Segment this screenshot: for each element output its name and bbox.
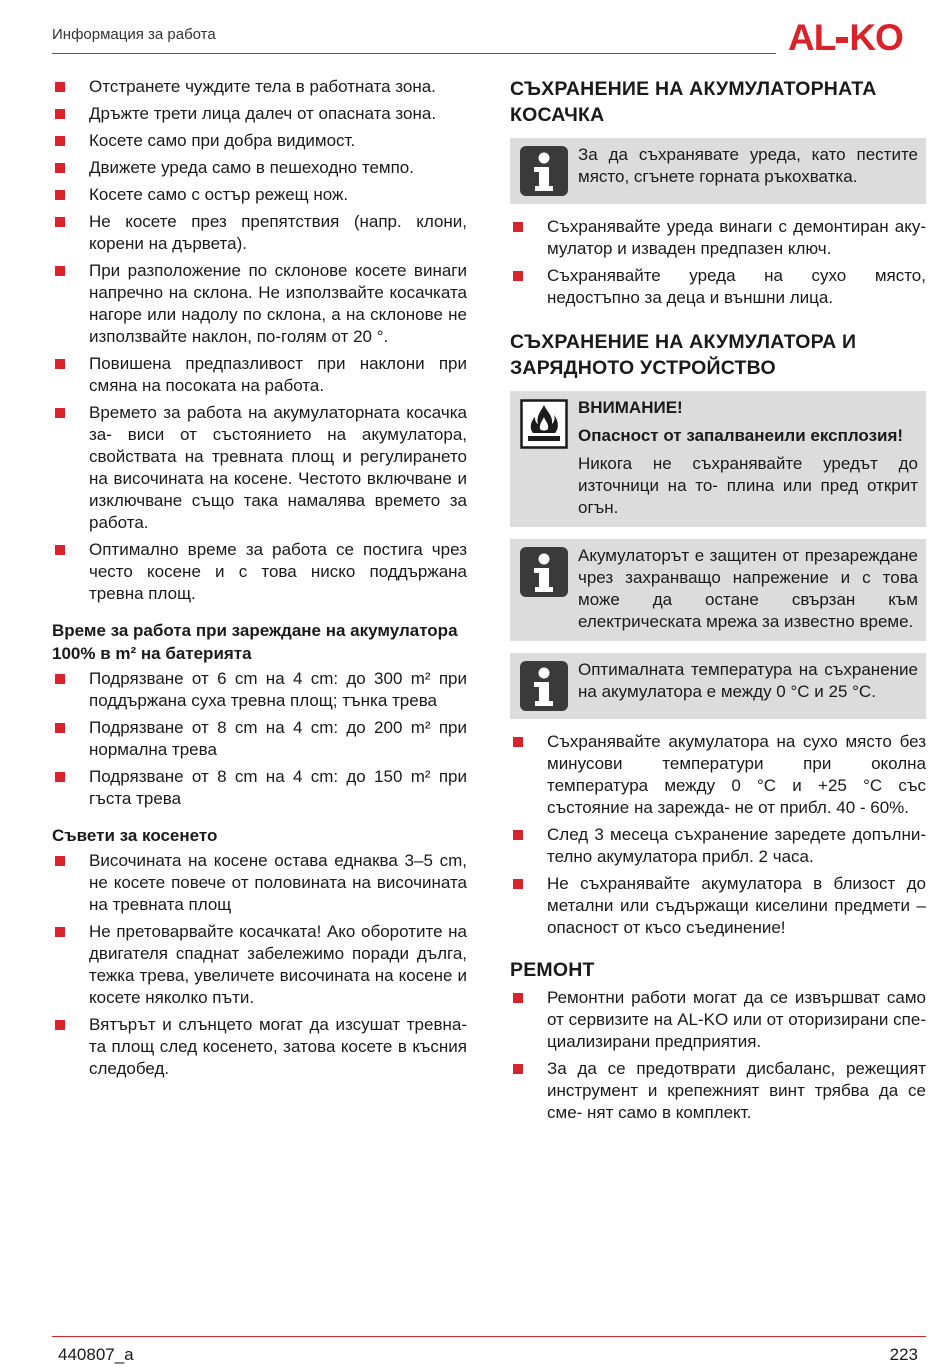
logo-part-left: AL [788, 17, 836, 58]
section-heading-battery-storage: СЪХРАНЕНИЕ НА АКУМУЛАТОРА И ЗАРЯДНОТО УСТРОЙСТВО [510, 331, 857, 379]
bullet-square-icon [55, 266, 65, 276]
bullet-square-icon [55, 856, 65, 866]
right-column [510, 76, 926, 1129]
page-header [52, 26, 776, 54]
info-note [510, 539, 926, 641]
list-item: Не косете през препятствия (напр. клони, корени на дървета). [52, 211, 467, 255]
bullet-square-icon [513, 737, 523, 747]
list-item: Подрязване от 8 cm на 4 cm: до 150 m² при гъста трева [52, 766, 467, 810]
section-heading-mower-storage: СЪХРАНЕНИЕ НА АКУМУЛАТОРНАТА КОСАЧКА [510, 78, 877, 126]
list-item: Оптимално време за работа се постига чрез често косене и с това ниско поддържана тревна площ. [52, 539, 467, 605]
bullet-square-icon [513, 222, 523, 232]
list-item: Косете само с остър режещ нож. [52, 184, 467, 206]
bullet-square-icon [55, 217, 65, 227]
bullet-square-icon [55, 359, 65, 369]
flame-warning-icon [520, 399, 568, 449]
info-note [510, 138, 926, 204]
mowing-tips-subheading: Съвети за косенето [52, 826, 218, 845]
info-note-text: За да съхранявате уреда, като пестите място, сгънете горната ръкохватка. [578, 145, 918, 186]
warning-subtitle: Опасност от запалванеили експлозия! [578, 426, 904, 445]
info-icon [520, 661, 568, 711]
bullet-square-icon [513, 1064, 523, 1074]
list-item: Отстранете чуждите тела в работната зона. [52, 76, 467, 98]
battery-storage-list [510, 731, 926, 939]
runtime-list [52, 668, 467, 810]
info-note [510, 653, 926, 719]
bullet-square-icon [55, 772, 65, 782]
al-ko-logo [788, 18, 903, 58]
list-item: Повишена предпазливост при наклони при смяна на посоката на работа. [52, 353, 467, 397]
page-footer [52, 1336, 926, 1364]
info-icon [520, 547, 568, 597]
mower-storage-list [510, 216, 926, 309]
bullet-square-icon [55, 674, 65, 684]
bullet-square-icon [513, 993, 523, 1003]
list-item: Движете уреда само в пешеходно темпо. [52, 157, 467, 179]
list-item: Ремонтни работи могат да се извършват само от сервизите на AL-KO или от оторизирани спе- циализирани предприятия. [510, 987, 926, 1053]
list-item: При разположение по склонове косете винаги напречно на склона. Не използвайте косачката нагоре или надолу по склона, а на склонове не използвайте наклон, по-голям от 20 °. [52, 260, 467, 348]
section-heading-repair: РЕМОНТ [510, 959, 595, 981]
list-item: Височината на косене остава еднаква 3–5 cm, не косете повече от половината на височината на тревната площ [52, 850, 467, 916]
list-item: След 3 месеца съхранение заредете допълни- телно акумулатора прибл. 2 часа. [510, 824, 926, 868]
mowing-tips-list [52, 850, 467, 1080]
bullet-square-icon [55, 163, 65, 173]
operation-tips-list [52, 76, 467, 605]
bullet-square-icon [55, 190, 65, 200]
list-item: Дръжте трети лица далеч от опасната зона. [52, 103, 467, 125]
bullet-square-icon [513, 879, 523, 889]
info-icon [520, 146, 568, 196]
list-item: За да се предотврати дисбаланс, режещият инструмент и крепежният винт трябва да се сме- нят само в комплект. [510, 1058, 926, 1124]
list-item: Косете само при добра видимост. [52, 130, 467, 152]
bullet-square-icon [55, 927, 65, 937]
bullet-square-icon [513, 271, 523, 281]
info-note-text: Оптималната температура на съхранение на акумулатора е между 0 °C и 25 °C. [578, 660, 918, 701]
list-item: Съхранявайте уреда винаги с демонтиран аку- мулатор и изваден предпазен ключ. [510, 216, 926, 260]
bullet-square-icon [55, 545, 65, 555]
bullet-square-icon [513, 830, 523, 840]
list-item: Не съхранявайте акумулатора в близост до метални или съдържащи киселини предмети – опасност от късо съединение! [510, 873, 926, 939]
warning-text: Никога не съхранявайте уредът до източници на то- плина или пред открит огън. [578, 454, 918, 517]
bullet-square-icon [55, 723, 65, 733]
info-note-text: Акумулаторът е защитен от презареждане чрез захранващо напрежение и с това може да остане свързан към електрическата мрежа за известно време. [578, 546, 918, 631]
document-code: 440807_a [58, 1345, 134, 1364]
list-item: Подрязване от 6 cm на 4 cm: до 300 m² при поддържана суха тревна площ; тънка трева [52, 668, 467, 712]
bullet-square-icon [55, 408, 65, 418]
warning-title: ВНИМАНИЕ! [578, 398, 683, 417]
bullet-square-icon [55, 82, 65, 92]
list-item: Съхранявайте уреда на сухо място, недостъпно за деца и външни лица. [510, 265, 926, 309]
bullet-square-icon [55, 109, 65, 119]
runtime-subheading: Време за работа при зареждане на акумулатора 100% в m² на батерията [52, 621, 458, 663]
repair-list [510, 987, 926, 1124]
list-item: Времето за работа на акумулаторната косачка за- виси от състоянието на акумулатора, свойствата на тревната площ и регулирането на височината на косене. Честото включване и изключване също така намалява времето за работа. [52, 402, 467, 534]
logo-part-right: KO [849, 17, 903, 58]
header-title: Информация за работа [52, 26, 216, 43]
warning-note [510, 391, 926, 527]
bullet-square-icon [55, 1020, 65, 1030]
list-item: Не претоварвайте косачката! Ако оборотите на двигателя спаднат забележимо поради дълга, тежка трева, увеличете височината на косене и косете няколко пъти. [52, 921, 467, 1009]
page-number: 223 [889, 1345, 918, 1364]
list-item: Подрязване от 8 cm на 4 cm: до 200 m² при нормална трева [52, 717, 467, 761]
list-item: Съхранявайте акумулатора на сухо място без минусови температури при околна температура между 0 °C и +25 °C със състояние на зарежда- не от прибл. 40 - 60%. [510, 731, 926, 819]
left-column [52, 76, 467, 1085]
list-item: Вятърът и слънцето могат да изсушат тревна- та площ след косенето, затова косете в късния следобед. [52, 1014, 467, 1080]
bullet-square-icon [55, 136, 65, 146]
